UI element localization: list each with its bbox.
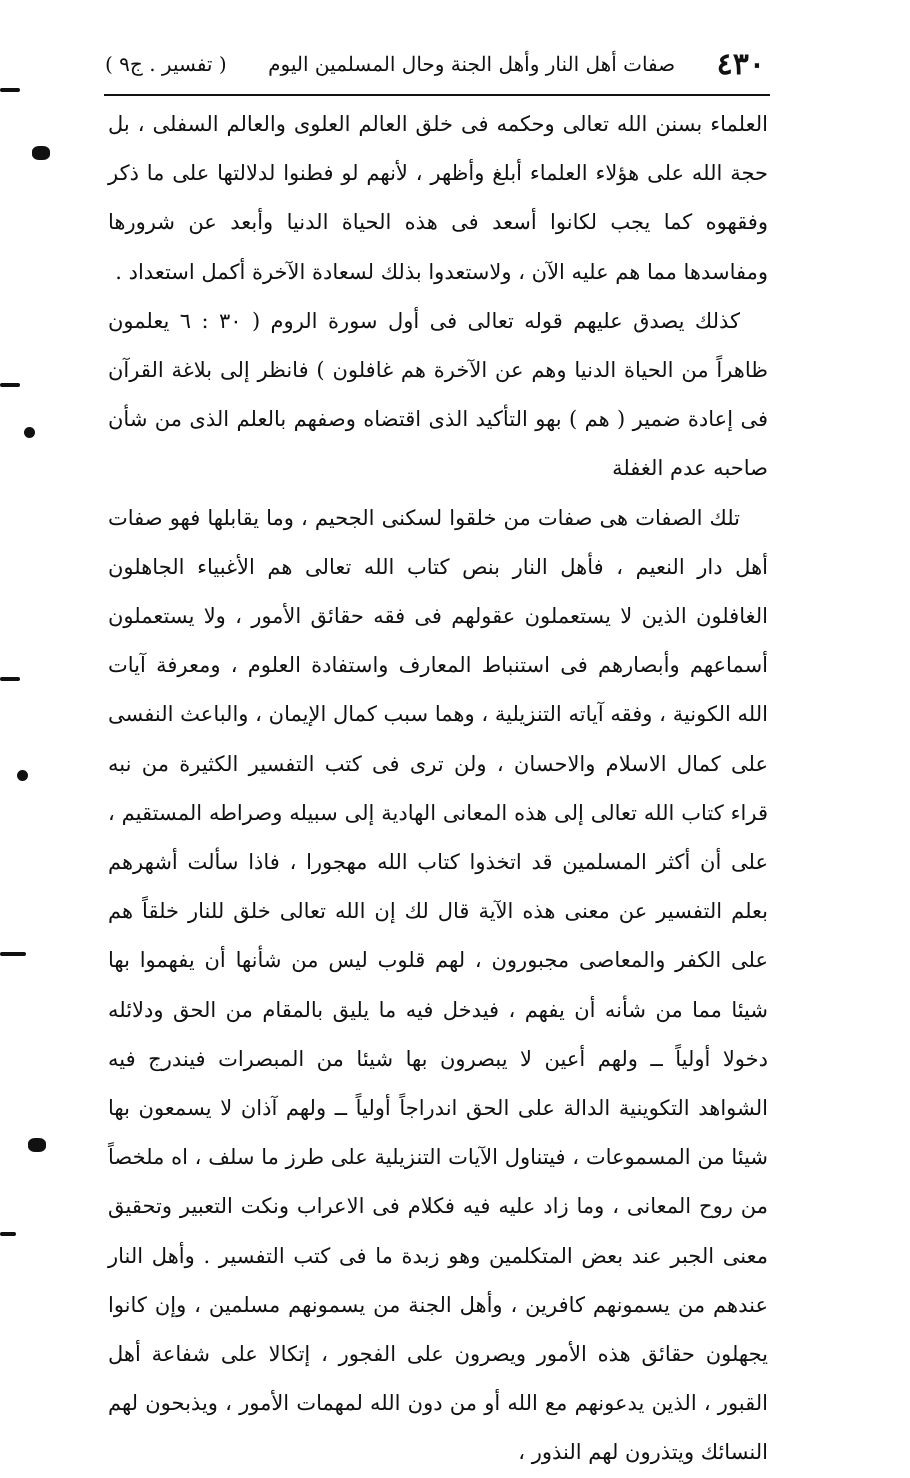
- scan-mark: [0, 1232, 16, 1236]
- paragraph-1: العلماء بسنن الله تعالى وحكمه فى خلق العالم العلوى والعالم السفلى ، بل حجة الله على هؤلاء العلماء أبلغ وأظهر ، لأنهم لو فطنوا لدلالتها على ما ذكر وفقهوه كما يجب لكانوا أسعد فى هذه الحياة الدنيا وأبعد عن شرورها ومفاسدها مما هم عليه الآن ، ولاستعدوا بذلك لسعادة الآخرة أكمل استعداد .: [108, 112, 768, 284]
- scan-mark: [32, 146, 50, 160]
- page-number: ٤٣٠: [716, 46, 765, 82]
- header-rule: [104, 94, 770, 96]
- paragraph-3: تلك الصفات هى صفات من خلقوا لسكنى الجحيم ، وما يقابلها فهو صفات أهل دار النعيم ، فأهل النار بنص كتاب الله تعالى هم الأغبياء الجاهلون الغافلون الذين لا يستعملون عقولهم فى فقه حقائق الأمور ، ولا يستعملون أسماعهم وأبصارهم فى استنباط المعارف واستفادة العلوم ، ومعرفة آيات الله الكونية ، وفقه آياته التنزيلية ، وهما سبب كمال الإيمان ، والباعث النفسى على كمال الاسلام والاحسان ، ولن ترى فى كتب التفسير الكثيرة من نبه قراء كتاب الله تعالى إلى هذه المعانى الهادية إلى سبيله وصراطه المستقيم ، على أن أكثر المسلمين قد اتخذوا كتاب الله مهجورا ، فاذا سألت أشهرهم بعلم التفسير عن معنى هذه الآية قال لك إن الله تعالى خلق للنار خلقاً هم على الكفر والمعاصى مجبورون ، لهم قلوب ليس من شأنها أن يفهموا بها شيئا مما من شأنه أن يفهم ، فيدخل فيه ما يليق بالمقام من الحق ودلائله دخولا أولياً ــ ولهم أعين لا يبصرون بها شيئا من المبصرات فيندرج فيه الشواهد التكوينية الدالة على الحق اندراجاً أولياً ــ ولهم آذان لا يسمعون بها شيئا من المسموعات ، فيتناول الآيات التنزيلية على طرز ما سلف ، اه ملخصاً من روح المعانى ، وما زاد عليه فيه فكلام فى الاعراب ونكت التعبير وتحقيق معنى الجبر عند بعض المتكلمين وهو زبدة ما فى كتب التفسير . وأهل النار عندهم من يسمونهم كافرين ، وأهل الجنة من يسمونهم مسلمين ، وإن كانوا يجهلون حقائق هذه الأمور ويصرون على الفجور ، إتكالا على شفاعة أهل القبور ، الذين يدعونهم مع الله أو من دون الله لمهمات الأمور ، ويذبحون لهم النسائك ويتذرون لهم النذور ،: [108, 505, 768, 1465]
- scan-mark: [28, 1138, 46, 1152]
- scan-mark: [0, 383, 20, 387]
- scan-mark: [24, 427, 35, 438]
- running-title: صفات أهل النار وأهل الجنة وحال المسلمين اليوم: [268, 52, 676, 76]
- paragraph-2: كذلك يصدق عليهم قوله تعالى فى أول سورة الروم ( ٣٠ : ٦ يعلمون ظاهراً من الحياة الدنيا وهم عن الآخرة هم غافلون ) فانظر إلى بلاغة القرآن فى إعادة ضمير ( هم ) بهو التأكيد الذى اقتضاه وصفهم بالعلم الذى من شأن صاحبه عدم الغفلة: [108, 308, 768, 481]
- volume-label: ( تفسير . ج٩ ): [105, 52, 227, 76]
- scan-mark: [0, 88, 20, 92]
- page-header: [105, 38, 765, 90]
- body-text: [108, 100, 768, 1478]
- scan-mark: [17, 770, 28, 781]
- scan-mark: [0, 677, 20, 681]
- scan-mark: [0, 952, 26, 956]
